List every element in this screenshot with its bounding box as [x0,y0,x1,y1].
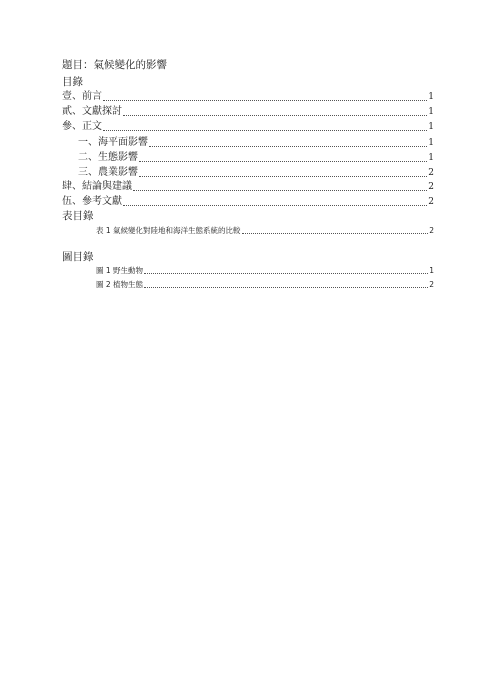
toc-entry[interactable] [62,180,434,194]
toc-entry[interactable] [78,166,434,180]
figure-entry-page: 2 [429,280,434,289]
table-entry-page: 2 [429,226,434,235]
dot-leader [103,130,427,131]
toc-entry[interactable] [62,195,434,209]
toc-entry-page: 2 [428,168,434,178]
figure-list-heading: 圖目錄 [62,251,94,263]
toc-entry-page: 1 [428,138,434,148]
toc-entry-page: 2 [428,197,434,207]
table-list-heading: 表目錄 [62,210,94,222]
dot-leader [144,287,428,288]
toc-entry-label: 參、正文 [62,121,102,132]
dot-leader [123,115,427,116]
dot-leader [133,190,427,191]
figure-list-entry[interactable] [96,265,434,277]
figure-entry-page: 1 [429,266,434,275]
toc-entry[interactable] [78,151,434,165]
toc-entry-page: 1 [428,92,434,102]
toc-entry-label: 伍、參考文獻 [62,196,122,207]
dot-leader [103,100,427,101]
toc-entry-page: 1 [428,153,434,163]
dot-leader [149,146,427,147]
dot-leader [123,205,427,206]
toc-heading: 目錄 [62,76,83,88]
toc-entry[interactable] [78,136,434,150]
table-list-entry[interactable] [96,225,434,237]
dot-leader [144,273,428,274]
toc-entry-label: 貳、文獻探討 [62,106,122,117]
toc-entry-label: 三、農業影響 [78,167,138,178]
toc-entry-page: 1 [428,122,434,132]
toc-entry-label: 二、生態影響 [78,152,138,163]
figure-list-entry[interactable] [96,279,434,291]
document-title: 題目：氣候變化的影響 [62,59,167,71]
toc-entry-label: 一、海平面影響 [78,137,148,148]
toc-entry-label: 肆、結論與建議 [62,181,132,192]
toc-entry-page: 2 [428,182,434,192]
figure-entry-label: 圖 2 植物生態 [96,280,144,289]
dot-leader [139,161,427,162]
toc-entry[interactable] [62,120,434,134]
figure-entry-label: 圖 1 野生動物 [96,266,144,275]
toc-entry[interactable] [62,105,434,119]
table-entry-label: 表 1 氣候變化對陸地和海洋生態系統的比較 [96,226,241,235]
toc-entry[interactable] [62,90,434,104]
toc-entry-page: 1 [428,107,434,117]
dot-leader [242,233,429,234]
dot-leader [139,176,427,177]
toc-entry-label: 壹、前言 [62,91,102,102]
